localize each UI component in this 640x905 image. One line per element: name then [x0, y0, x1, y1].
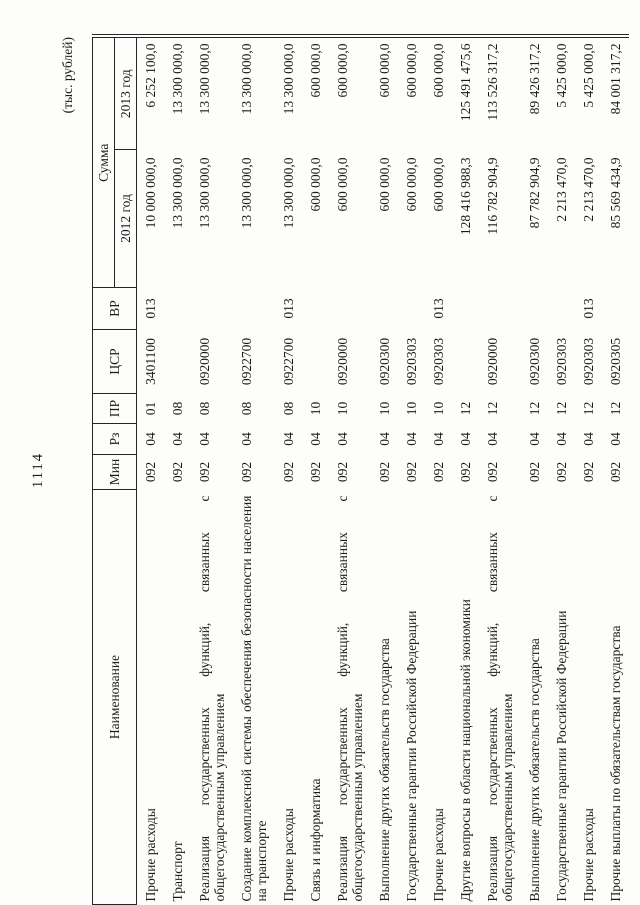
cell-vr: [329, 288, 371, 330]
table-row: [548, 36, 575, 904]
cell-name: Прочие расходы: [431, 808, 446, 902]
header-sum: Сумма: [93, 36, 115, 287]
table-body: [137, 36, 630, 904]
cell-pr: 12: [458, 401, 473, 416]
header-pr: ПР: [93, 394, 137, 424]
cell-min: 092: [404, 461, 419, 483]
cell-rz: 04: [608, 432, 623, 446]
cell-name: Реализация государственных функций, связанных с общегосударственным управлением: [485, 495, 515, 902]
header-rz: Рз: [93, 424, 137, 455]
cell-name: Прочие расходы: [143, 808, 158, 902]
cell-pr: 10: [431, 401, 446, 416]
cell-vr: 013: [431, 298, 446, 319]
cell-vr: [398, 288, 425, 330]
cell-sum-2012: 87 782 904,9: [527, 157, 542, 229]
cell-min: 092: [170, 461, 185, 483]
table-row: [191, 36, 233, 904]
cell-rz: 04: [431, 432, 446, 446]
units-note: (тыс. рублей): [60, 37, 75, 114]
table-header: [93, 36, 137, 904]
cell-sum-2013: 5 425 000,0: [548, 36, 575, 149]
cell-min: 092: [485, 461, 500, 483]
cell-csr: 3401100: [143, 338, 158, 385]
cell-csr: 0920300: [377, 337, 392, 386]
cell-pr: 12: [554, 401, 569, 416]
cell-min: 092: [527, 461, 542, 483]
cell-vr: [452, 288, 479, 330]
cell-name: Создание комплексной системы обеспечения безопасности населения на транспорте: [239, 495, 269, 902]
cell-vr: [233, 288, 275, 330]
cell-rz: 04: [308, 432, 323, 446]
cell-csr: 0920000: [335, 337, 350, 386]
table-row: [575, 36, 602, 904]
cell-sum-2013: 6 252 100,0: [137, 36, 165, 149]
cell-sum-2012: 13 300 000,0: [239, 157, 254, 229]
cell-sum-2012: 600 000,0: [404, 157, 419, 212]
cell-pr: 10: [377, 401, 392, 416]
cell-name: Связь и информатика: [308, 778, 323, 902]
cell-min: 092: [608, 461, 623, 483]
cell-min: 092: [458, 461, 473, 483]
cell-csr: 0920305: [608, 337, 623, 386]
table-row: [479, 36, 521, 904]
budget-table: [92, 34, 629, 905]
cell-min: 092: [197, 461, 212, 483]
header-year-2013: 2013 год: [115, 36, 137, 149]
cell-sum-2012: 2 213 470,0: [554, 157, 569, 222]
cell-rz: 04: [377, 432, 392, 446]
table-row: [521, 36, 548, 904]
table-row: [452, 36, 479, 904]
cell-pr: 12: [527, 401, 542, 416]
cell-name: Прочие выплаты по обязательствам государства: [608, 625, 623, 902]
table-row: [164, 36, 191, 904]
cell-sum-2013: 600 000,0: [329, 36, 371, 149]
cell-pr: 12: [485, 401, 500, 416]
page-number: 1114: [30, 452, 46, 488]
cell-name: Выполнение других обязательств государства: [527, 638, 542, 902]
cell-sum-2012: 600 000,0: [308, 157, 323, 212]
cell-vr: 013: [581, 298, 596, 319]
cell-vr: [479, 288, 521, 330]
cell-rz: 04: [143, 432, 158, 446]
cell-min: 092: [281, 461, 296, 483]
cell-min: 092: [377, 461, 392, 483]
cell-vr: 013: [281, 298, 296, 319]
header-vr: ВР: [93, 288, 137, 330]
cell-sum-2012: 128 416 988,3: [458, 157, 473, 236]
cell-sum-2012: 600 000,0: [335, 157, 350, 212]
cell-sum-2012: 85 569 434,9: [608, 157, 623, 229]
cell-pr: 08: [197, 401, 212, 416]
cell-csr: [164, 330, 191, 394]
cell-sum-2012: 13 300 000,0: [197, 157, 212, 229]
cell-pr: 10: [404, 401, 419, 416]
cell-sum-2013: 113 526 317,2: [479, 36, 521, 149]
header-csr: ЦСР: [93, 330, 137, 394]
cell-sum-2013: 13 300 000,0: [233, 36, 275, 149]
cell-vr: [602, 288, 629, 330]
cell-sum-2012: 116 782 904,9: [485, 157, 500, 235]
cell-csr: 0920303: [431, 337, 446, 386]
cell-rz: 04: [404, 432, 419, 446]
cell-rz: 04: [239, 432, 254, 446]
cell-sum-2013: 13 300 000,0: [275, 36, 302, 149]
cell-name: Выполнение других обязательств государства: [377, 638, 392, 902]
cell-vr: 013: [143, 298, 158, 319]
cell-name: Реализация государственных функций, связанных с общегосударственным управлением: [335, 495, 365, 902]
cell-sum-2012: 13 300 000,0: [281, 157, 296, 229]
cell-sum-2013: 600 000,0: [371, 36, 398, 149]
cell-csr: 0920300: [527, 337, 542, 386]
cell-csr: 0920303: [554, 337, 569, 386]
header-year-2012: 2012 год: [115, 150, 137, 288]
cell-vr: [302, 288, 329, 330]
cell-csr: 0922700: [281, 337, 296, 386]
cell-min: 092: [239, 461, 254, 483]
cell-pr: 08: [281, 401, 296, 416]
cell-min: 092: [581, 461, 596, 483]
cell-csr: 0920000: [197, 337, 212, 386]
cell-csr: 0920000: [485, 337, 500, 386]
cell-rz: 04: [197, 432, 212, 446]
cell-csr: 0922700: [239, 337, 254, 386]
cell-vr: [191, 288, 233, 330]
cell-csr: 0920303: [404, 337, 419, 386]
cell-sum-2013: 89 426 317,2: [521, 36, 548, 149]
cell-pr: 10: [308, 401, 323, 416]
cell-pr: 01: [143, 401, 158, 416]
cell-vr: [521, 288, 548, 330]
cell-csr: 0920303: [581, 337, 596, 386]
cell-rz: 04: [527, 432, 542, 446]
header-name: Наименование: [93, 490, 137, 905]
cell-min: 092: [431, 461, 446, 483]
cell-vr: [371, 288, 398, 330]
table-row: [302, 36, 329, 904]
cell-sum-2012: 600 000,0: [431, 157, 446, 212]
cell-csr: [302, 330, 329, 394]
cell-sum-2013: 600 000,0: [302, 36, 329, 149]
table-row: [329, 36, 371, 904]
cell-rz: 04: [485, 432, 500, 446]
cell-rz: 04: [281, 432, 296, 446]
cell-csr: [452, 330, 479, 394]
cell-sum-2013: 13 300 000,0: [164, 36, 191, 149]
table-row: [398, 36, 425, 904]
cell-rz: 04: [581, 432, 596, 446]
cell-sum-2013: 600 000,0: [425, 36, 452, 149]
cell-name: Государственные гарантии Российской Федерации: [554, 610, 569, 902]
cell-name: Транспорт: [170, 841, 185, 902]
cell-rz: 04: [170, 432, 185, 446]
cell-sum-2012: 13 300 000,0: [170, 157, 185, 229]
cell-sum-2013: 5 425 000,0: [575, 36, 602, 149]
cell-sum-2013: 84 001 317,2: [602, 36, 629, 149]
cell-sum-2012: 2 213 470,0: [581, 157, 596, 222]
table-row: [602, 36, 629, 904]
cell-min: 092: [335, 461, 350, 483]
cell-min: 092: [554, 461, 569, 483]
table-row: [233, 36, 275, 904]
cell-name: Прочие расходы: [281, 808, 296, 902]
cell-sum-2013: 600 000,0: [398, 36, 425, 149]
cell-pr: 10: [335, 401, 350, 416]
cell-min: 092: [308, 461, 323, 483]
cell-rz: 04: [335, 432, 350, 446]
table-row: [371, 36, 398, 904]
cell-sum-2012: 10 000 000,0: [143, 157, 158, 229]
cell-sum-2013: 13 300 000,0: [191, 36, 233, 149]
cell-vr: [548, 288, 575, 330]
cell-pr: 08: [170, 401, 185, 416]
cell-vr: [164, 288, 191, 330]
cell-pr: 12: [608, 401, 623, 416]
cell-pr: 12: [581, 401, 596, 416]
cell-sum-2013: 125 491 475,6: [452, 36, 479, 149]
table-row: [137, 36, 165, 904]
table-row: [275, 36, 302, 904]
cell-name: Реализация государственных функций, связанных с общегосударственным управлением: [197, 495, 227, 902]
cell-min: 092: [143, 461, 158, 483]
cell-rz: 04: [554, 432, 569, 446]
cell-name: Прочие расходы: [581, 808, 596, 902]
cell-name: Государственные гарантии Российской Федерации: [404, 610, 419, 902]
table-row: [425, 36, 452, 904]
cell-name: Другие вопросы в области национальной экономики: [458, 599, 473, 902]
cell-rz: 04: [458, 432, 473, 446]
cell-sum-2012: 600 000,0: [377, 157, 392, 212]
header-min: Мин: [93, 455, 137, 490]
cell-pr: 08: [239, 401, 254, 416]
